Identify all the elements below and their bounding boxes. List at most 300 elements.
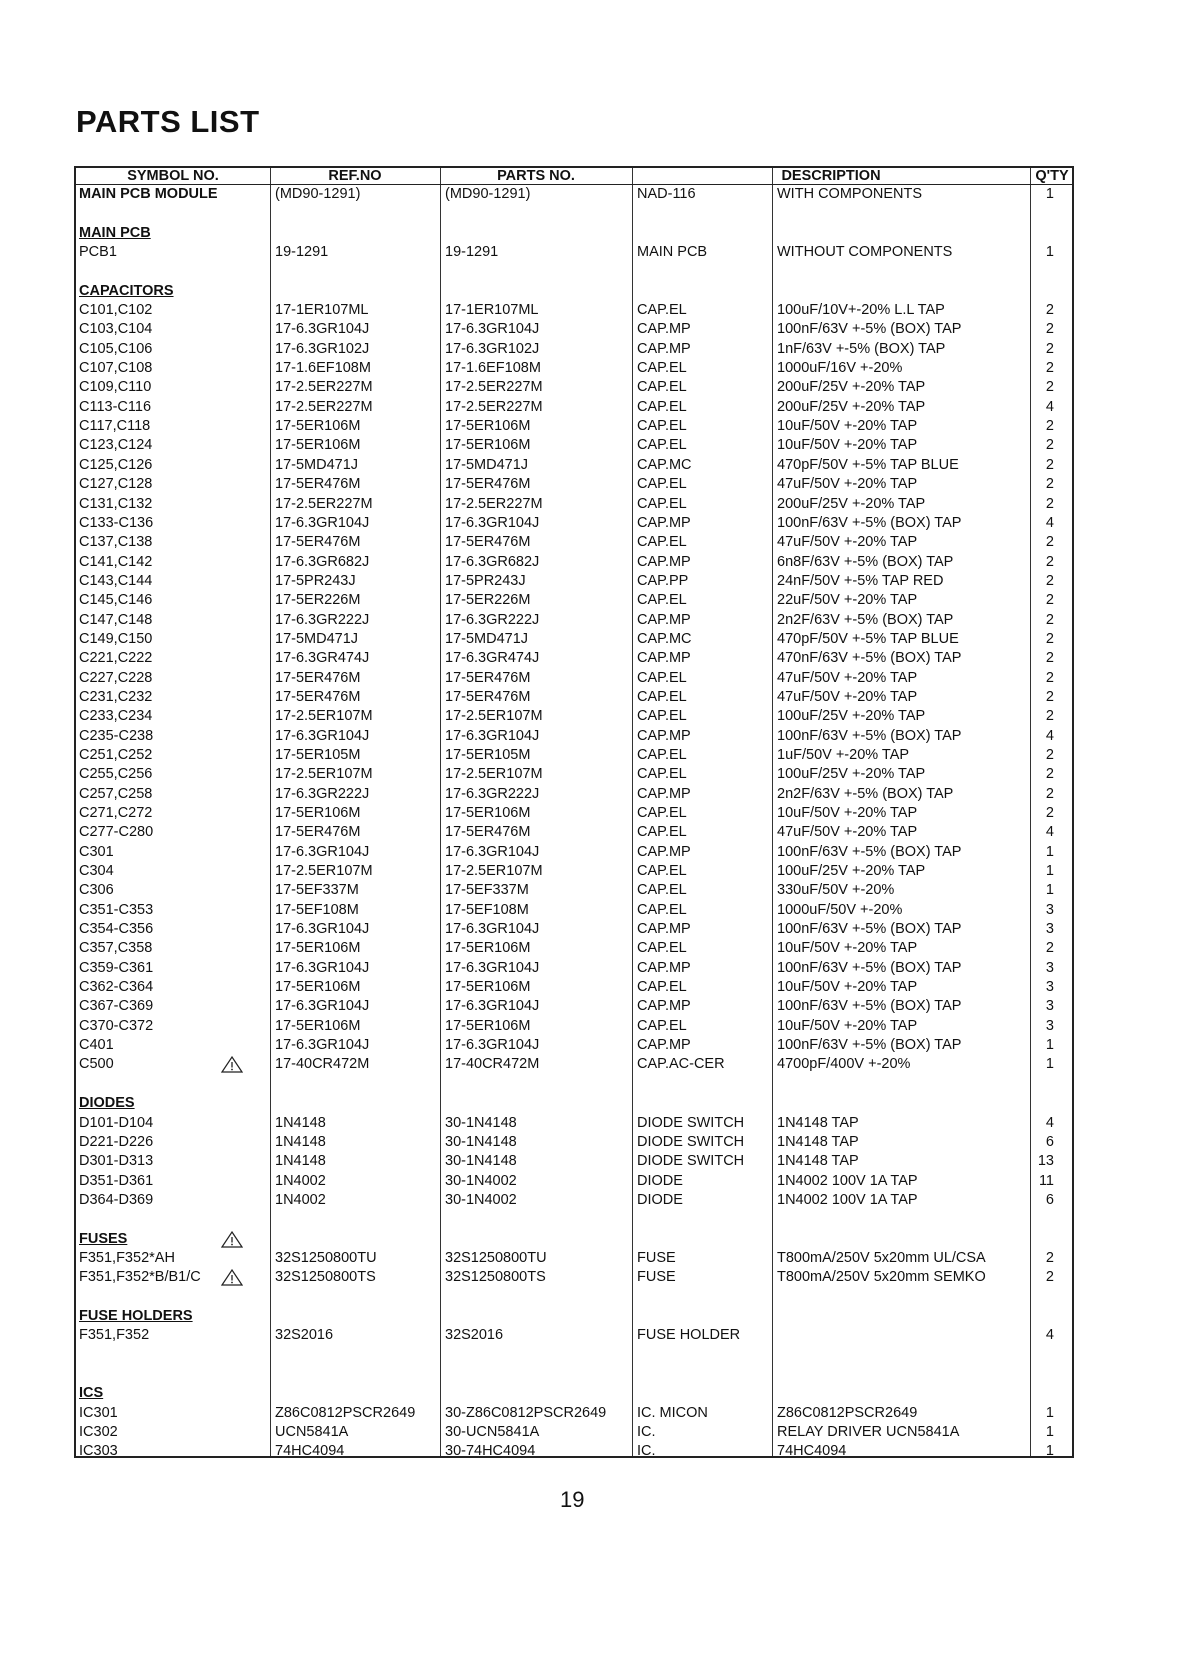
description-spec: T800mA/250V 5x20mm UL/CSA — [777, 1249, 986, 1266]
parts-no: 32S2016 — [445, 1327, 504, 1344]
ref-no: 17-5ER476M — [275, 824, 361, 841]
table-row — [76, 1114, 1072, 1133]
description-spec: 100nF/63V +-5% (BOX) TAP — [777, 921, 962, 938]
symbol-no: C117,C118 — [79, 418, 151, 435]
description-type: CAP.EL — [637, 418, 687, 435]
symbol-no: C304 — [79, 863, 114, 880]
ref-no: 17-6.3GR104J — [275, 514, 370, 531]
parts-no: 17-5ER226M — [445, 592, 531, 609]
description-type: MAIN PCB — [637, 244, 708, 261]
table-header — [76, 168, 1072, 185]
ref-no: 17-5ER476M — [275, 669, 361, 686]
ref-no: 32S1250800TS — [275, 1269, 376, 1286]
parts-no: 17-2.5ER227M — [445, 495, 543, 512]
description-type: CAP.EL — [637, 302, 687, 319]
description-spec: 100uF/25V +-20% TAP — [777, 708, 926, 725]
spacer-row — [76, 1075, 1072, 1094]
description-type: DIODE SWITCH — [637, 1114, 745, 1131]
symbol-no: C233,C234 — [79, 708, 153, 725]
description-spec: T800mA/250V 5x20mm SEMKO — [777, 1269, 986, 1286]
description-spec: 74HC4094 — [777, 1443, 847, 1460]
symbol-no: F351,F352*B/B1/C — [79, 1269, 201, 1286]
description-type: CAP.EL — [637, 824, 687, 841]
description-type: CAP.EL — [637, 379, 687, 396]
parts-no: 17-2.5ER107M — [445, 766, 543, 783]
quantity: 2 — [1045, 688, 1054, 705]
table-row — [76, 1404, 1072, 1423]
quantity: 2 — [1045, 418, 1054, 435]
description-type: CAP.EL — [637, 863, 687, 880]
parts-no: 17-6.3GR102J — [445, 340, 540, 357]
ref-no: 1N4148 — [275, 1133, 326, 1150]
parts-no: (MD90-1291) — [445, 186, 531, 202]
parts-no: 30-1N4002 — [445, 1191, 517, 1208]
symbol-no: C271,C272 — [79, 805, 153, 821]
ref-no: 17-5ER106M — [275, 979, 361, 996]
quantity: 4 — [1045, 1114, 1054, 1131]
symbol-no: C123,C124 — [79, 437, 153, 454]
quantity: 2 — [1045, 785, 1054, 802]
quantity: 2 — [1045, 534, 1054, 551]
table-row — [76, 727, 1072, 746]
ref-no: 17-1.6EF108M — [275, 360, 371, 377]
quantity: 1 — [1045, 244, 1054, 261]
symbol-no: C251,C252 — [79, 746, 153, 763]
quantity: 3 — [1045, 959, 1054, 976]
ref-no: 17-2.5ER107M — [275, 766, 373, 783]
parts-no: 17-2.5ER107M — [445, 708, 543, 725]
header-parts-no: PARTS NO. — [497, 168, 575, 184]
ref-no: 1N4148 — [275, 1114, 326, 1131]
description-type: FUSE — [637, 1269, 676, 1286]
quantity: 1 — [1045, 843, 1054, 860]
description-type: CAP.EL — [637, 437, 687, 454]
table-row — [76, 669, 1072, 688]
ref-no: 17-5ER476M — [275, 476, 361, 493]
quantity: 2 — [1045, 611, 1054, 628]
table-row — [76, 553, 1072, 572]
quantity: 2 — [1045, 940, 1054, 957]
symbol-no: C500 — [79, 1056, 114, 1073]
parts-no: 30-1N4148 — [445, 1133, 517, 1150]
description-type: FUSE HOLDER — [637, 1327, 741, 1344]
parts-no: 17-5ER476M — [445, 688, 531, 705]
quantity: 2 — [1045, 495, 1054, 512]
description-type: CAP.EL — [637, 669, 687, 686]
description-type: CAP.EL — [637, 940, 687, 957]
description-spec: 100uF/25V +-20% TAP — [777, 766, 926, 783]
quantity: 1 — [1045, 1443, 1054, 1460]
symbol-no: D301-D313 — [79, 1153, 154, 1170]
ref-no: 17-5ER476M — [275, 534, 361, 551]
symbol-no: IC301 — [79, 1404, 118, 1421]
symbol-no: C109,C110 — [79, 379, 152, 396]
table-row — [76, 591, 1072, 610]
ref-no: 17-2.5ER107M — [275, 863, 373, 880]
description-type: CAP.EL — [637, 688, 687, 705]
quantity: 2 — [1045, 669, 1054, 686]
parts-no: 17-5ER476M — [445, 476, 531, 493]
table-row — [76, 301, 1072, 320]
description-spec: WITH COMPONENTS — [777, 186, 922, 202]
parts-no: 17-5ER106M — [445, 1017, 531, 1034]
description-spec: 6n8F/63V +-5% (BOX) TAP — [777, 553, 954, 570]
header-ref: REF.NO — [328, 168, 382, 184]
symbol-no: MAIN PCB MODULE — [79, 186, 218, 202]
section-heading-row — [76, 1307, 1072, 1326]
table-row — [76, 611, 1072, 630]
description-type: IC. — [637, 1443, 656, 1460]
parts-no: 17-1.6EF108M — [445, 360, 541, 377]
description-spec: 1N4148 TAP — [777, 1153, 859, 1170]
quantity: 2 — [1045, 766, 1054, 783]
ref-no: (MD90-1291) — [275, 186, 361, 202]
table-row — [76, 1326, 1072, 1345]
quantity: 2 — [1045, 476, 1054, 493]
table-row — [76, 804, 1072, 823]
parts-no: 17-6.3GR222J — [445, 785, 540, 802]
table-row — [76, 823, 1072, 842]
symbol-no: C125,C126 — [79, 456, 153, 473]
section-title: FUSE HOLDERS — [79, 1307, 193, 1324]
quantity: 2 — [1045, 1249, 1054, 1266]
description-type: CAP.EL — [637, 901, 687, 918]
quantity: 3 — [1045, 1017, 1054, 1034]
section-title: FUSES — [79, 1230, 128, 1247]
symbol-no: C359-C361 — [79, 959, 154, 976]
symbol-no: C306 — [79, 882, 114, 899]
quantity: 1 — [1045, 882, 1054, 899]
table-row — [76, 243, 1072, 262]
parts-no: 17-5PR243J — [445, 572, 526, 589]
spacer-row — [76, 262, 1072, 281]
ref-no: 17-5ER106M — [275, 1017, 361, 1034]
description-type: CAP.EL — [637, 1017, 687, 1034]
description-spec: 24nF/50V +-5% TAP RED — [777, 572, 944, 589]
ref-no: 17-6.3GR104J — [275, 1037, 370, 1054]
description-type: CAP.EL — [637, 534, 687, 551]
description-spec: 47uF/50V +-20% TAP — [777, 688, 918, 705]
ref-no: 17-5PR243J — [275, 572, 356, 589]
symbol-no: C131,C132 — [79, 495, 153, 512]
parts-no: 17-5ER476M — [445, 669, 531, 686]
description-type: CAP.EL — [637, 746, 687, 763]
ref-no: 17-5ER106M — [275, 805, 361, 821]
description-type: CAP.MP — [637, 727, 691, 744]
parts-no: 32S1250800TS — [445, 1269, 546, 1286]
spacer-row — [76, 204, 1072, 223]
description-spec: 100nF/63V +-5% (BOX) TAP — [777, 959, 962, 976]
table-row — [76, 1191, 1072, 1210]
symbol-no: C351-C353 — [79, 901, 154, 918]
ref-no: 17-6.3GR104J — [275, 921, 370, 938]
description-type: CAP.MC — [637, 630, 692, 647]
quantity: 2 — [1045, 456, 1054, 473]
description-spec: 22uF/50V +-20% TAP — [777, 592, 918, 609]
description-spec: 10uF/50V +-20% TAP — [777, 437, 918, 454]
description-type: NAD-116 — [637, 186, 696, 202]
quantity: 2 — [1045, 805, 1054, 821]
symbol-no: D351-D361 — [79, 1172, 154, 1189]
ref-no: 17-2.5ER227M — [275, 398, 373, 415]
ref-no: 74HC4094 — [275, 1443, 345, 1460]
table-row — [76, 843, 1072, 862]
section-heading-row — [76, 1384, 1072, 1403]
spacer-row — [76, 1365, 1072, 1384]
description-spec: 200uF/25V +-20% TAP — [777, 398, 926, 415]
parts-no: 17-5ER105M — [445, 746, 531, 763]
ref-no: 1N4002 — [275, 1191, 326, 1208]
description-type: CAP.AC-CER — [637, 1056, 725, 1073]
quantity: 2 — [1045, 708, 1054, 725]
description-spec: 470pF/50V +-5% TAP BLUE — [777, 456, 959, 473]
header-symbol: SYMBOL NO. — [127, 168, 219, 184]
table-row — [76, 785, 1072, 804]
quantity: 4 — [1045, 514, 1054, 531]
ref-no: 17-6.3GR104J — [275, 998, 370, 1015]
quantity: 1 — [1045, 1037, 1054, 1054]
table-row — [76, 185, 1072, 204]
ref-no: 17-1ER107ML — [275, 302, 369, 319]
parts-no: 17-5EF337M — [445, 882, 529, 899]
description-spec: 47uF/50V +-20% TAP — [777, 669, 918, 686]
description-spec: Z86C0812PSCR2649 — [777, 1404, 918, 1421]
description-spec: 2n2F/63V +-5% (BOX) TAP — [777, 611, 954, 628]
symbol-no: C357,C358 — [79, 940, 153, 957]
ref-no: 17-6.3GR682J — [275, 553, 370, 570]
ref-no: 1N4002 — [275, 1172, 326, 1189]
description-spec: 47uF/50V +-20% TAP — [777, 534, 918, 551]
ref-no: 17-5EF108M — [275, 901, 359, 918]
parts-no: 17-5ER106M — [445, 437, 531, 454]
description-spec: RELAY DRIVER UCN5841A — [777, 1424, 960, 1440]
table-row — [76, 359, 1072, 378]
section-title: MAIN PCB — [79, 224, 151, 241]
description-type: CAP.MP — [637, 998, 691, 1015]
ref-no: 19-1291 — [275, 244, 329, 261]
parts-no: 30-Z86C0812PSCR2649 — [445, 1404, 607, 1421]
symbol-no: C231,C232 — [79, 688, 153, 705]
description-type: CAP.MP — [637, 843, 691, 860]
symbol-no: C367-C369 — [79, 998, 154, 1015]
ref-no: 17-6.3GR104J — [275, 727, 370, 744]
quantity: 1 — [1045, 863, 1054, 880]
quantity: 2 — [1045, 572, 1054, 589]
description-spec: 47uF/50V +-20% TAP — [777, 476, 918, 493]
ref-no: 32S1250800TU — [275, 1249, 377, 1266]
table-row — [76, 1442, 1072, 1461]
symbol-no: C301 — [79, 843, 114, 860]
symbol-no: C354-C356 — [79, 921, 154, 938]
description-type: CAP.MP — [637, 553, 691, 570]
table-row — [76, 765, 1072, 784]
parts-no: 30-74HC4094 — [445, 1443, 536, 1460]
description-type: CAP.EL — [637, 882, 687, 899]
symbol-no: IC303 — [79, 1443, 118, 1460]
table-row — [76, 378, 1072, 397]
description-spec: 47uF/50V +-20% TAP — [777, 824, 918, 841]
description-type: CAP.EL — [637, 360, 687, 377]
table-row — [76, 1017, 1072, 1036]
parts-no: 17-5ER106M — [445, 418, 531, 435]
ref-no: Z86C0812PSCR2649 — [275, 1404, 416, 1421]
symbol-no: C221,C222 — [79, 650, 153, 667]
parts-no: 17-40CR472M — [445, 1056, 540, 1073]
quantity: 3 — [1045, 921, 1054, 938]
description-type: DIODE — [637, 1172, 683, 1189]
section-heading-row — [76, 224, 1072, 243]
page-number: 19 — [560, 1487, 585, 1512]
description-spec: 1N4002 100V 1A TAP — [777, 1172, 918, 1189]
parts-no: 17-2.5ER227M — [445, 379, 543, 396]
quantity: 3 — [1045, 998, 1054, 1015]
table-row — [76, 398, 1072, 417]
symbol-no: C257,C258 — [79, 785, 153, 802]
description-spec: 10uF/50V +-20% TAP — [777, 940, 918, 957]
table-row — [76, 320, 1072, 339]
symbol-no: C113-C116 — [79, 398, 152, 415]
table-row — [76, 649, 1072, 668]
description-type: CAP.EL — [637, 495, 687, 512]
symbol-no: C133-C136 — [79, 514, 154, 531]
quantity: 2 — [1045, 379, 1054, 396]
table-row — [76, 630, 1072, 649]
table-row — [76, 881, 1072, 900]
ref-no: 17-2.5ER107M — [275, 708, 373, 725]
description-type: CAP.MP — [637, 921, 691, 938]
table-row — [76, 1249, 1072, 1268]
parts-no: 17-5MD471J — [445, 630, 529, 647]
symbol-no: C401 — [79, 1037, 114, 1054]
quantity: 2 — [1045, 592, 1054, 609]
table-row — [76, 1268, 1072, 1287]
ref-no: 17-5MD471J — [275, 630, 359, 647]
parts-no: 17-2.5ER107M — [445, 863, 543, 880]
table-row — [76, 707, 1072, 726]
parts-no: 17-6.3GR104J — [445, 921, 540, 938]
spacer-row — [76, 1346, 1072, 1365]
section-title: CAPACITORS — [79, 282, 174, 299]
description-spec: WITHOUT COMPONENTS — [777, 244, 953, 261]
parts-no: 17-5EF108M — [445, 901, 529, 918]
description-type: DIODE SWITCH — [637, 1133, 745, 1150]
description-type: CAP.EL — [637, 979, 687, 996]
symbol-no: C143,C144 — [79, 572, 153, 589]
description-spec: 470nF/63V +-5% (BOX) TAP — [777, 650, 962, 667]
description-type: CAP.EL — [637, 476, 687, 493]
parts-no: 17-5MD471J — [445, 456, 529, 473]
parts-no: 17-5ER476M — [445, 824, 531, 841]
description-spec: 10uF/50V +-20% TAP — [777, 418, 918, 435]
symbol-no: C105,C106 — [79, 340, 153, 357]
description-type: CAP.MP — [637, 785, 691, 802]
quantity: 6 — [1045, 1133, 1054, 1150]
symbol-no: C149,C150 — [79, 630, 153, 647]
description-type: CAP.EL — [637, 592, 687, 609]
quantity: 4 — [1045, 1327, 1054, 1344]
safety-warning-icon — [221, 1231, 243, 1248]
table-row — [76, 978, 1072, 997]
parts-no: 30-1N4148 — [445, 1153, 517, 1170]
symbol-no: C107,C108 — [79, 360, 153, 377]
ref-no: 17-5ER105M — [275, 746, 361, 763]
ref-no: 17-6.3GR104J — [275, 959, 370, 976]
symbol-no: C227,C228 — [79, 669, 153, 686]
description-type: CAP.MP — [637, 340, 691, 357]
description-spec: 1nF/63V +-5% (BOX) TAP — [777, 340, 946, 357]
description-type: IC. — [637, 1424, 656, 1440]
table-row — [76, 746, 1072, 765]
description-spec: 100nF/63V +-5% (BOX) TAP — [777, 727, 962, 744]
symbol-no: C255,C256 — [79, 766, 153, 783]
description-type: CAP.EL — [637, 805, 687, 821]
table-row — [76, 1133, 1072, 1152]
ref-no: 17-40CR472M — [275, 1056, 370, 1073]
parts-no: 17-6.3GR104J — [445, 998, 540, 1015]
ref-no: 17-5ER106M — [275, 940, 361, 957]
parts-no: 17-6.3GR104J — [445, 959, 540, 976]
quantity: 13 — [1037, 1153, 1054, 1170]
parts-no: 17-6.3GR104J — [445, 1037, 540, 1054]
header-qty: Q'TY — [1035, 168, 1069, 184]
symbol-no: IC302 — [79, 1424, 118, 1440]
section-title: DIODES — [79, 1095, 135, 1112]
parts-no: 17-6.3GR474J — [445, 650, 540, 667]
ref-no: 1N4148 — [275, 1153, 326, 1170]
spacer-row — [76, 1210, 1072, 1229]
quantity: 2 — [1045, 1269, 1054, 1286]
quantity: 11 — [1038, 1172, 1054, 1189]
table-row — [76, 1423, 1072, 1442]
table-row — [76, 417, 1072, 436]
description-spec: 100nF/63V +-5% (BOX) TAP — [777, 321, 962, 338]
ref-no: 17-6.3GR104J — [275, 843, 370, 860]
ref-no: 17-6.3GR474J — [275, 650, 370, 667]
symbol-no: C235-C238 — [79, 727, 154, 744]
description-type: CAP.MP — [637, 959, 691, 976]
parts-no: 17-6.3GR104J — [445, 727, 540, 744]
table-row — [76, 456, 1072, 475]
quantity: 3 — [1045, 901, 1054, 918]
ref-no: 17-2.5ER227M — [275, 495, 373, 512]
description-type: CAP.MP — [637, 650, 691, 667]
description-spec: 470pF/50V +-5% TAP BLUE — [777, 630, 959, 647]
section-heading-row — [76, 282, 1072, 301]
parts-no: 17-5ER106M — [445, 979, 531, 996]
table-row — [76, 514, 1072, 533]
parts-no: 17-6.3GR104J — [445, 321, 540, 338]
table-row — [76, 920, 1072, 939]
symbol-no: C370-C372 — [79, 1017, 154, 1034]
description-type: CAP.EL — [637, 766, 687, 783]
quantity: 4 — [1045, 398, 1054, 415]
symbol-no: F351,F352*AH — [79, 1249, 175, 1266]
symbol-no: C362-C364 — [79, 979, 154, 996]
header-description: DESCRIPTION — [781, 168, 881, 184]
symbol-no: C101,C102 — [79, 302, 153, 319]
ref-no: 17-5MD471J — [275, 456, 359, 473]
symbol-no: C127,C128 — [79, 476, 153, 493]
quantity: 2 — [1045, 437, 1054, 454]
parts-no: 30-UCN5841A — [445, 1424, 540, 1440]
description-type: DIODE SWITCH — [637, 1153, 745, 1170]
quantity: 2 — [1045, 360, 1054, 377]
table-row — [76, 436, 1072, 455]
table-row — [76, 1172, 1072, 1191]
parts-no: 17-6.3GR682J — [445, 553, 540, 570]
description-type: CAP.MP — [637, 514, 691, 531]
parts-no: 17-5ER106M — [445, 805, 531, 821]
